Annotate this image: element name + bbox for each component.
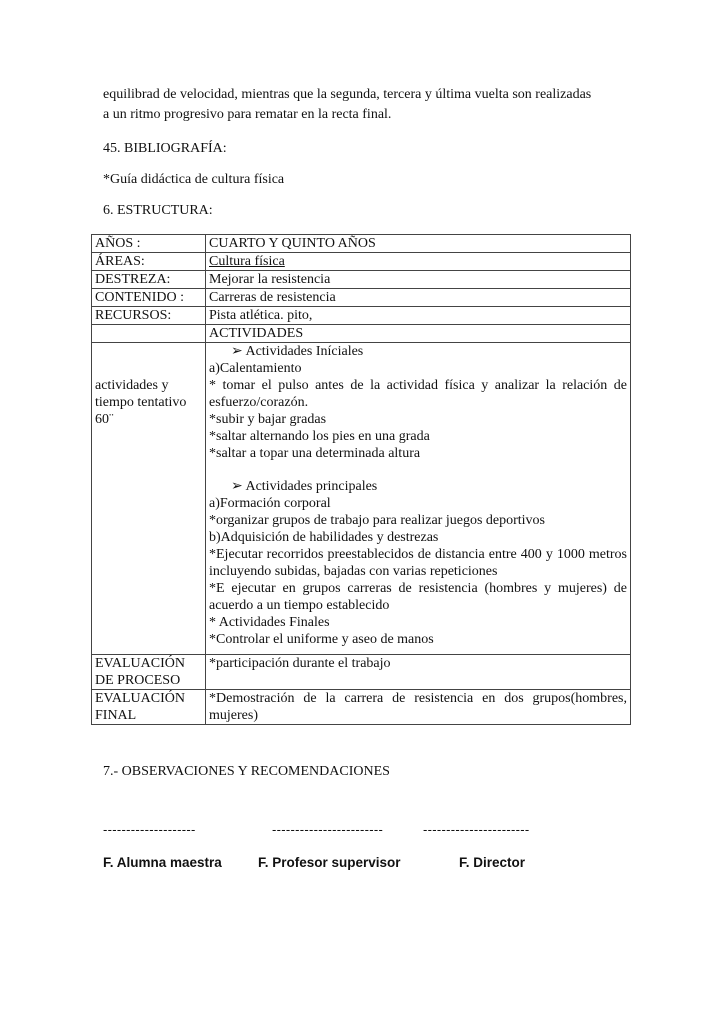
empty-cell [92,325,206,343]
intro-line-2: a un ritmo progresivo para rematar en la recta final. [103,107,392,122]
row-activities-header [92,325,631,343]
principal-line-3: b)Adquisición de habilidades y destrezas [209,530,439,545]
row-recursos [92,307,631,325]
activities-label-3: 60¨ [95,412,114,427]
principal-line-1: a)Formación corporal [209,496,331,511]
row-eval-process [92,655,631,690]
initial-line-5: *saltar a topar una determinada altura [209,446,421,461]
intro-paragraph [103,85,630,125]
principal-line-7: *Controlar el uniforme y aseo de manos [209,632,434,647]
principal-bullet [209,478,627,495]
label-areas: ÁREAS: [92,253,206,271]
initial-title: Actividades Iníciales [245,344,364,359]
value-anos: CUARTO Y QUINTO AÑOS [206,235,631,253]
activities-label-cell [92,343,206,655]
row-anos [92,235,631,253]
arrow-bullet-icon: ➢ [231,344,243,359]
row-areas [92,253,631,271]
row-activities [92,343,631,655]
principal-line-2: *organizar grupos de trabajo para realizar juegos deportivos [209,513,545,528]
value-eval-process: *participación durante el trabajo [206,655,631,690]
signature-line-student: -------------------- [103,822,196,837]
row-destreza [92,271,631,289]
principal-line-4: *Ejecutar recorridos preestablecidos de distancia entre 400 y 1000 metros incluyendo subidas, bajadas con varias repeticiones [209,547,627,579]
intro-line-1: equilibrad de velocidad, mientras que la segunda, tercera y última vuelta son realizadas [103,87,592,102]
initial-line-2: * tomar el pulso antes de la actividad física y analizar la relación de esfuerzo/corazón. [209,378,627,410]
value-recursos: Pista atlética. pito, [206,307,631,325]
principal-title: Actividades principales [245,479,378,494]
label-eval-process: EVALUACIÓN DE PROCESO [92,655,206,690]
row-contenido [92,289,631,307]
signature-director: F. Director [459,855,526,870]
bibliography-entry: *Guía didáctica de cultura física [103,172,285,187]
principal-line-5: *E ejecutar en grupos carreras de resistencia (hombres y mujeres) de acuerdo a un tiempo establecido [209,581,627,613]
activities-header: ACTIVIDADES [206,325,631,343]
value-contenido: Carreras de resistencia [206,289,631,307]
signature-student: F. Alumna maestra [103,855,222,870]
row-eval-final [92,690,631,725]
signature-line-director: ----------------------- [423,822,530,837]
label-anos: AÑOS : [92,235,206,253]
principal-line-6: * Actividades Finales [209,615,330,630]
label-recursos: RECURSOS: [92,307,206,325]
initial-bullet [209,343,627,360]
label-eval-final: EVALUACIÓN FINAL [92,690,206,725]
value-destreza: Mejorar la resistencia [206,271,631,289]
observations-heading: 7.- OBSERVACIONES Y RECOMENDACIONES [103,764,390,779]
activities-content [206,343,631,655]
value-areas: Cultura física [206,253,631,271]
signature-supervisor: F. Profesor supervisor [258,855,401,870]
structure-heading: 6. ESTRUCTURA: [103,203,213,218]
bibliography-heading: 45. BIBLIOGRAFÍA: [103,141,227,156]
value-eval-final: *Demostración de la carrera de resistencia en dos grupos(hombres, mujeres) [206,690,631,725]
signature-line-supervisor: ------------------------ [272,822,384,837]
structure-table [91,234,631,725]
initial-line-3: *subir y bajar gradas [209,412,327,427]
activities-label-1: actividades y [95,378,169,393]
label-destreza: DESTREZA: [92,271,206,289]
initial-line-1: a)Calentamiento [209,361,302,376]
initial-line-4: *saltar alternando los pies en una grada [209,429,430,444]
label-contenido: CONTENIDO : [92,289,206,307]
arrow-bullet-icon: ➢ [231,479,243,494]
activities-label-2: tiempo tentativo [95,395,187,410]
